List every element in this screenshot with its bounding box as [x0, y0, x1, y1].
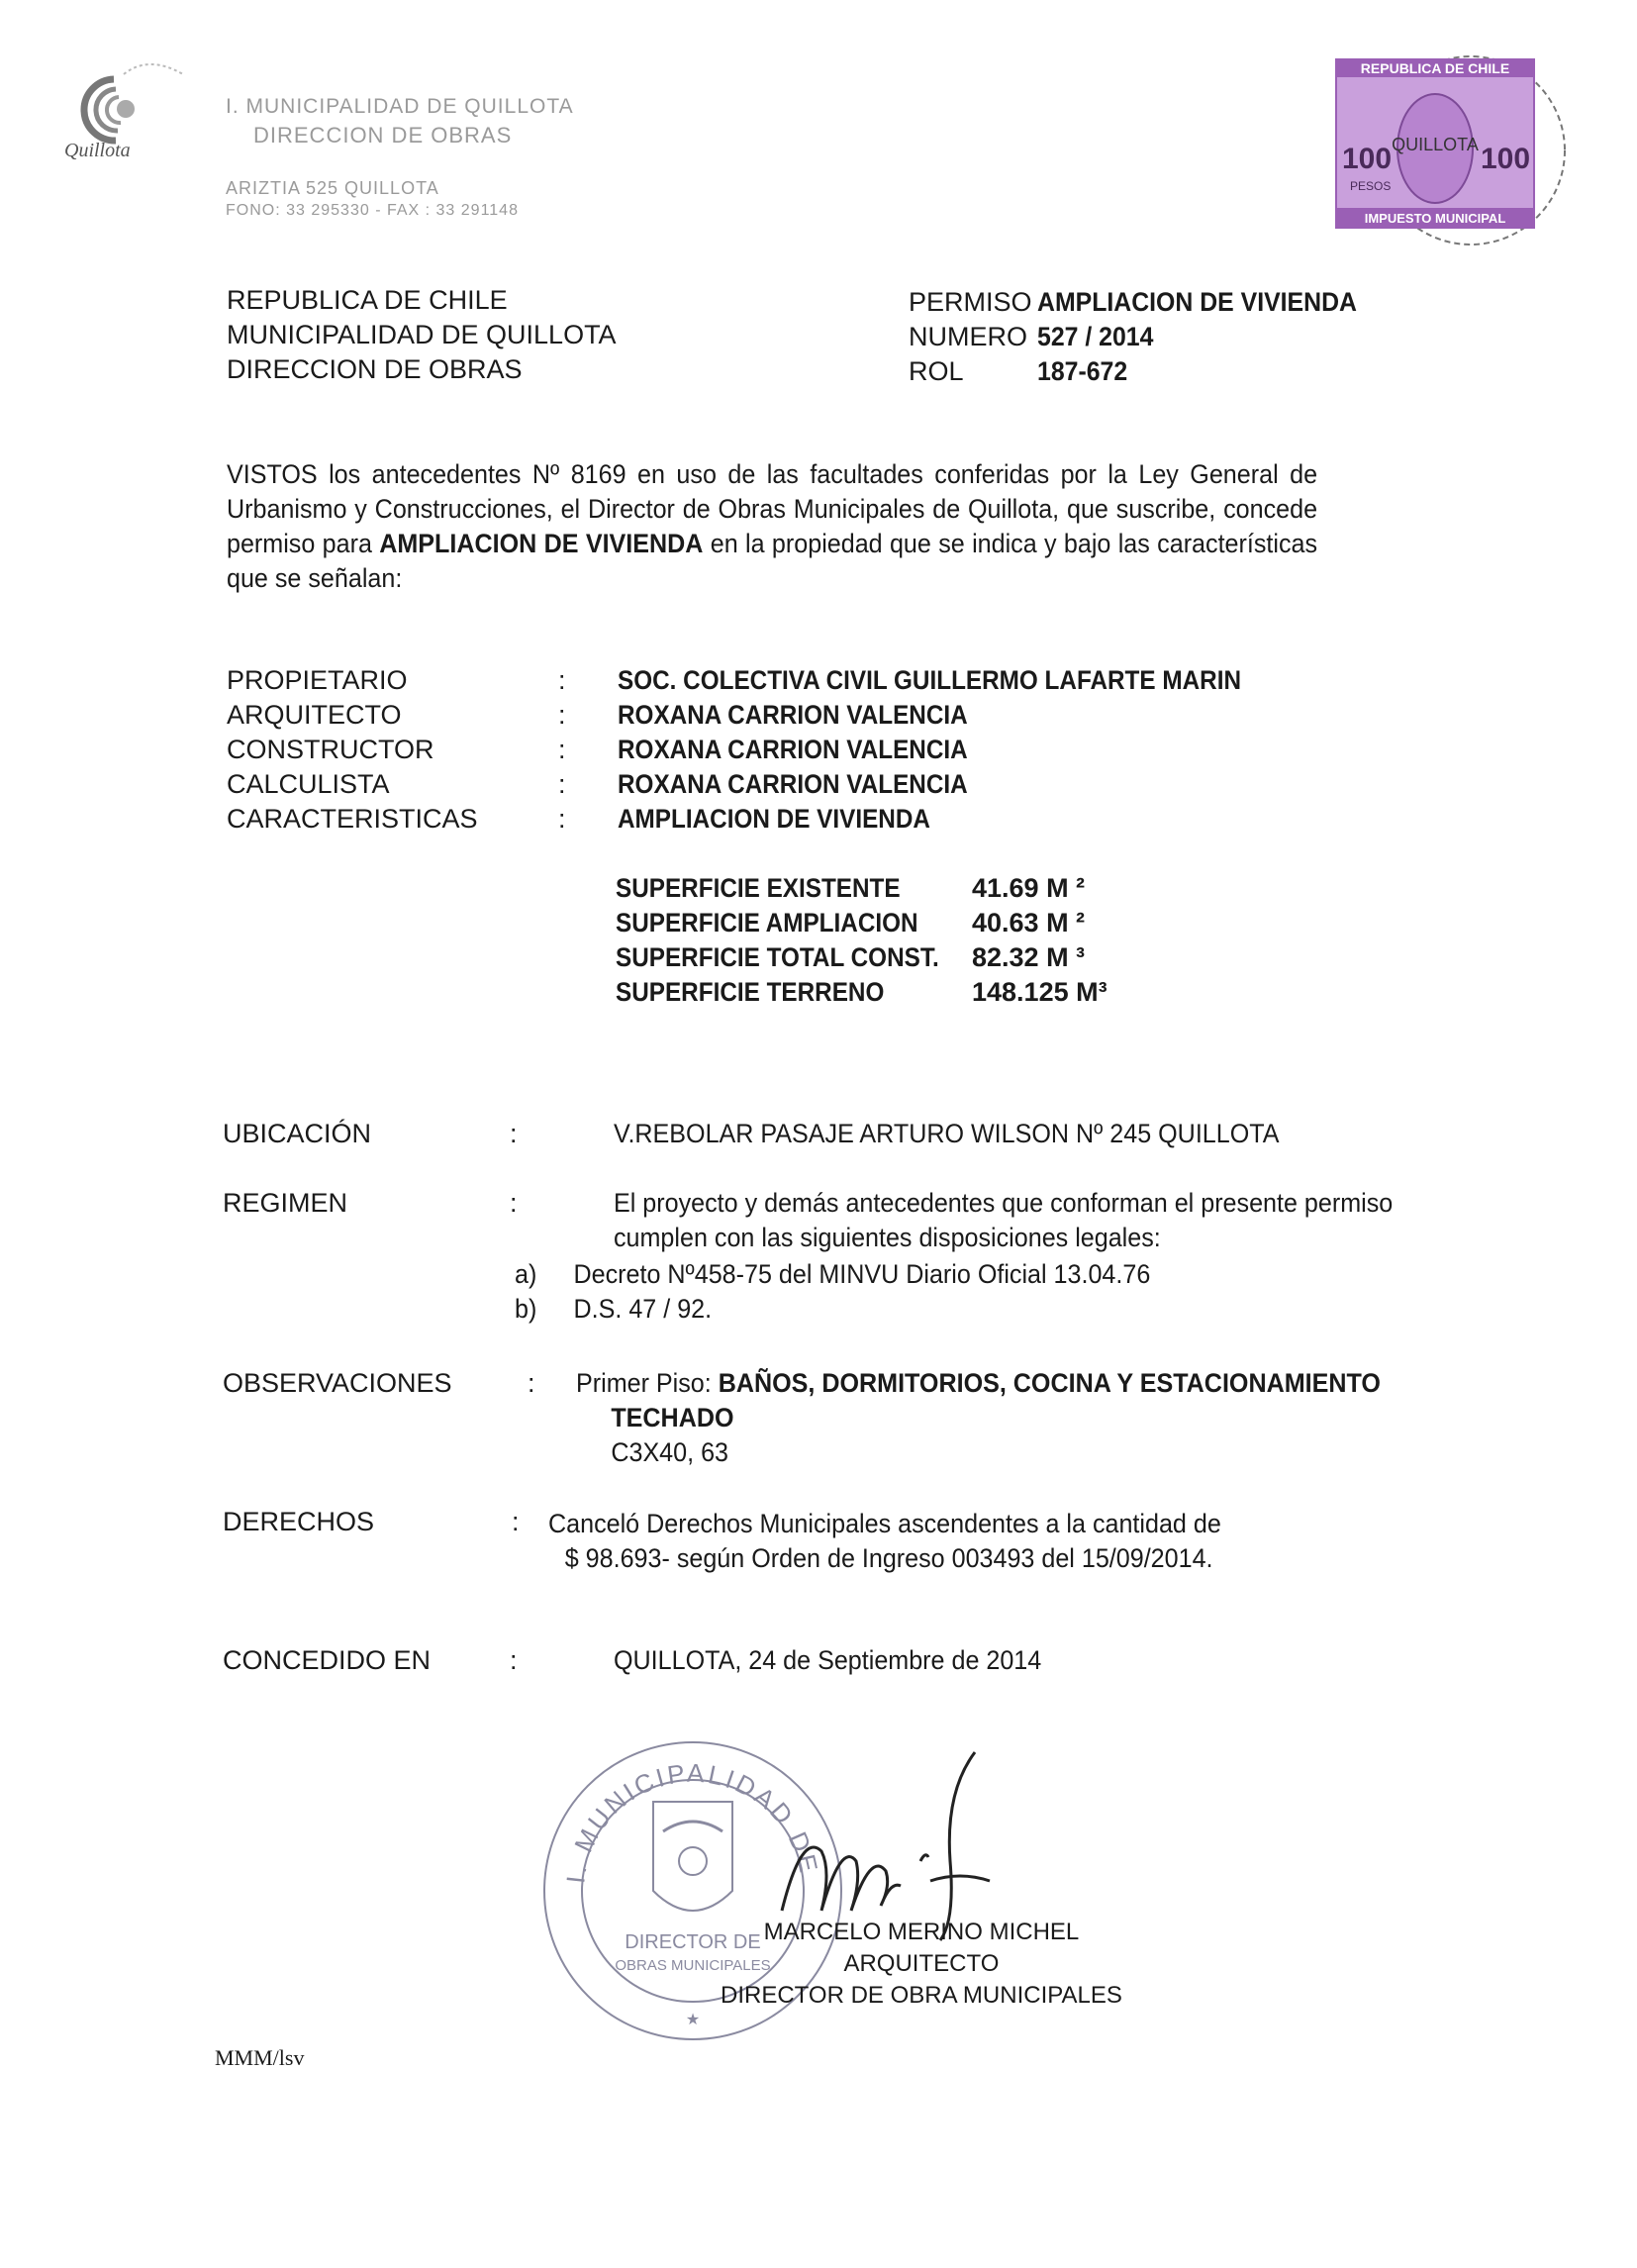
observaciones-label: OBSERVACIONES — [223, 1368, 452, 1398]
field-row — [227, 733, 1310, 767]
field-value: ROXANA CARRION VALENCIA — [618, 769, 968, 799]
derechos-line2: $ 98.693- según Orden de Ingreso 003493 del 15/09/2014. — [564, 1543, 1213, 1573]
regimen-text — [614, 1186, 1393, 1255]
signatory-role: DIRECTOR DE OBRA MUNICIPALES — [721, 1982, 1122, 2009]
concedido-value: QUILLOTA, 24 de Septiembre de 2014 — [614, 1645, 1042, 1675]
rol-value: 187-672 — [1037, 356, 1128, 386]
area-row — [616, 871, 1110, 906]
concedido-colon: : — [510, 1645, 518, 1675]
field-value: AMPLIACION DE VIVIENDA — [618, 804, 930, 834]
ubicacion-colon: : — [510, 1119, 518, 1148]
permiso-value: AMPLIACION DE VIVIENDA — [1037, 287, 1357, 317]
area-value: 40.63 M ² — [972, 908, 1086, 937]
surface-areas — [616, 871, 1110, 1010]
area-row — [616, 940, 1110, 975]
stamp-value-left: 100 — [1342, 143, 1393, 175]
derechos-line1: Canceló Derechos Municipales ascendentes a la cantidad de — [548, 1509, 1221, 1538]
stamp-currency: PESOS — [1350, 179, 1392, 193]
intro-part1: VISTOS los antecedentes Nº 8169 en uso de las facultades conferidas por la Ley General de Urbanismo y Construcciones, el Director de Obras Municipales de Quillota, que suscribe, concede permiso para — [227, 459, 1318, 558]
field-label: CONSTRUCTOR — [227, 735, 434, 764]
typist-initials: MMM/lsv — [215, 2045, 305, 2070]
header-country: REPUBLICA DE CHILE — [227, 285, 508, 315]
field-colon: : — [558, 665, 566, 695]
field-value: ROXANA CARRION VALENCIA — [618, 700, 968, 730]
ubicacion-label: UBICACIÓN — [223, 1119, 372, 1148]
field-row — [227, 663, 1310, 698]
area-row — [616, 975, 1110, 1010]
derechos-text — [548, 1507, 1221, 1576]
regimen-b-value: D.S. 47 / 92. — [573, 1294, 713, 1324]
area-value: 82.32 M ³ — [972, 942, 1086, 972]
regimen-label: REGIMEN — [223, 1188, 348, 1218]
header-municipality: MUNICIPALIDAD DE QUILLOTA — [227, 320, 617, 349]
area-value: 41.69 M ² — [972, 873, 1086, 903]
signatory-block — [721, 1917, 1122, 2012]
header-left — [227, 283, 617, 387]
field-colon: : — [558, 700, 566, 730]
field-row — [227, 767, 1310, 802]
signatory-title: ARQUITECTO — [843, 1950, 1000, 1977]
area-value: 148.125 M³ — [972, 977, 1107, 1007]
regimen-colon: : — [510, 1188, 518, 1218]
area-label: SUPERFICIE EXISTENTE — [616, 873, 901, 903]
area-label: SUPERFICIE TERRENO — [616, 977, 885, 1007]
logo-script: Quillota — [64, 140, 131, 161]
letterhead-line1: I. MUNICIPALIDAD DE QUILLOTA — [226, 95, 574, 118]
letterhead-line2: DIRECCION DE OBRAS — [253, 123, 513, 148]
observaciones-line2: TECHADO — [611, 1403, 734, 1432]
stamp-top: REPUBLICA DE CHILE — [1360, 60, 1510, 76]
area-row — [616, 906, 1110, 940]
observaciones-colon: : — [528, 1368, 535, 1398]
header-right — [909, 285, 1385, 389]
regimen-a-key: a) — [515, 1259, 537, 1289]
field-label: CARACTERISTICAS — [227, 804, 478, 834]
field-row — [227, 698, 1310, 733]
seal-inner-1: DIRECTOR DE — [625, 1931, 761, 1953]
regimen-a-value: Decreto Nº458-75 del MINVU Diario Oficial 13.04.76 — [573, 1259, 1151, 1289]
seal-ring-text: I. MUNICIPALIDAD DE — [560, 1757, 824, 1885]
field-value: SOC. COLECTIVA CIVIL GUILLERMO LAFARTE MARIN — [618, 665, 1241, 695]
observaciones-bold: BAÑOS, DORMITORIOS, COCINA Y ESTACIONAMIENTO — [718, 1368, 1381, 1398]
field-label: PROPIETARIO — [227, 665, 408, 695]
area-label: SUPERFICIE TOTAL CONST. — [616, 942, 939, 972]
svg-text:★: ★ — [685, 2010, 701, 2028]
field-colon: : — [558, 769, 566, 799]
concedido-label: CONCEDIDO EN — [223, 1645, 432, 1675]
signatory-name: MARCELO MERINO MICHEL — [763, 1919, 1080, 1945]
derechos-label: DERECHOS — [223, 1507, 375, 1536]
intro-bold: AMPLIACION DE VIVIENDA — [379, 529, 704, 558]
letterhead-phone: FONO: 33 295330 - FAX : 33 291148 — [226, 202, 519, 219]
revenue-stamp — [1322, 42, 1570, 259]
field-label: ARQUITECTO — [227, 700, 402, 730]
stamp-bottom: IMPUESTO MUNICIPAL — [1364, 211, 1506, 226]
field-row — [227, 802, 1310, 837]
header-department: DIRECCION DE OBRAS — [227, 354, 523, 384]
stamp-center: QUILLOTA — [1392, 135, 1479, 154]
regimen-line1: El proyecto y demás antecedentes que conforman el presente permiso — [614, 1188, 1394, 1218]
municipality-logo — [54, 40, 193, 168]
numero-label: NUMERO — [909, 322, 1027, 351]
seal-inner-2: OBRAS MUNICIPALES — [615, 1957, 771, 1974]
stamp-value-right: 100 — [1481, 143, 1531, 175]
ubicacion-value: V.REBOLAR PASAJE ARTURO WILSON Nº 245 QUILLOTA — [614, 1119, 1280, 1148]
letterhead-address: ARIZTIA 525 QUILLOTA — [226, 178, 439, 198]
numero-value: 527 / 2014 — [1037, 322, 1154, 351]
field-colon: : — [558, 804, 566, 834]
rol-label: ROL — [909, 356, 964, 386]
intro-paragraph — [227, 457, 1317, 596]
field-colon: : — [558, 735, 566, 764]
observaciones-line3: C3X40, 63 — [611, 1437, 729, 1467]
intro-part2: en la propiedad que se indica y bajo las características que se señalan: — [227, 529, 1318, 593]
regimen-line2: cumplen con las siguientes disposiciones legales: — [614, 1223, 1161, 1252]
permiso-label: PERMISO — [909, 287, 1032, 317]
field-value: ROXANA CARRION VALENCIA — [618, 735, 968, 764]
field-label: CALCULISTA — [227, 769, 390, 799]
permit-fields — [227, 663, 1310, 837]
observaciones-prefix: Primer Piso: — [576, 1368, 719, 1398]
derechos-colon: : — [512, 1507, 520, 1536]
regimen-b-key: b) — [515, 1294, 537, 1324]
regimen-list — [515, 1257, 1150, 1327]
area-label: SUPERFICIE AMPLIACION — [616, 908, 918, 937]
observaciones-text — [576, 1366, 1381, 1470]
